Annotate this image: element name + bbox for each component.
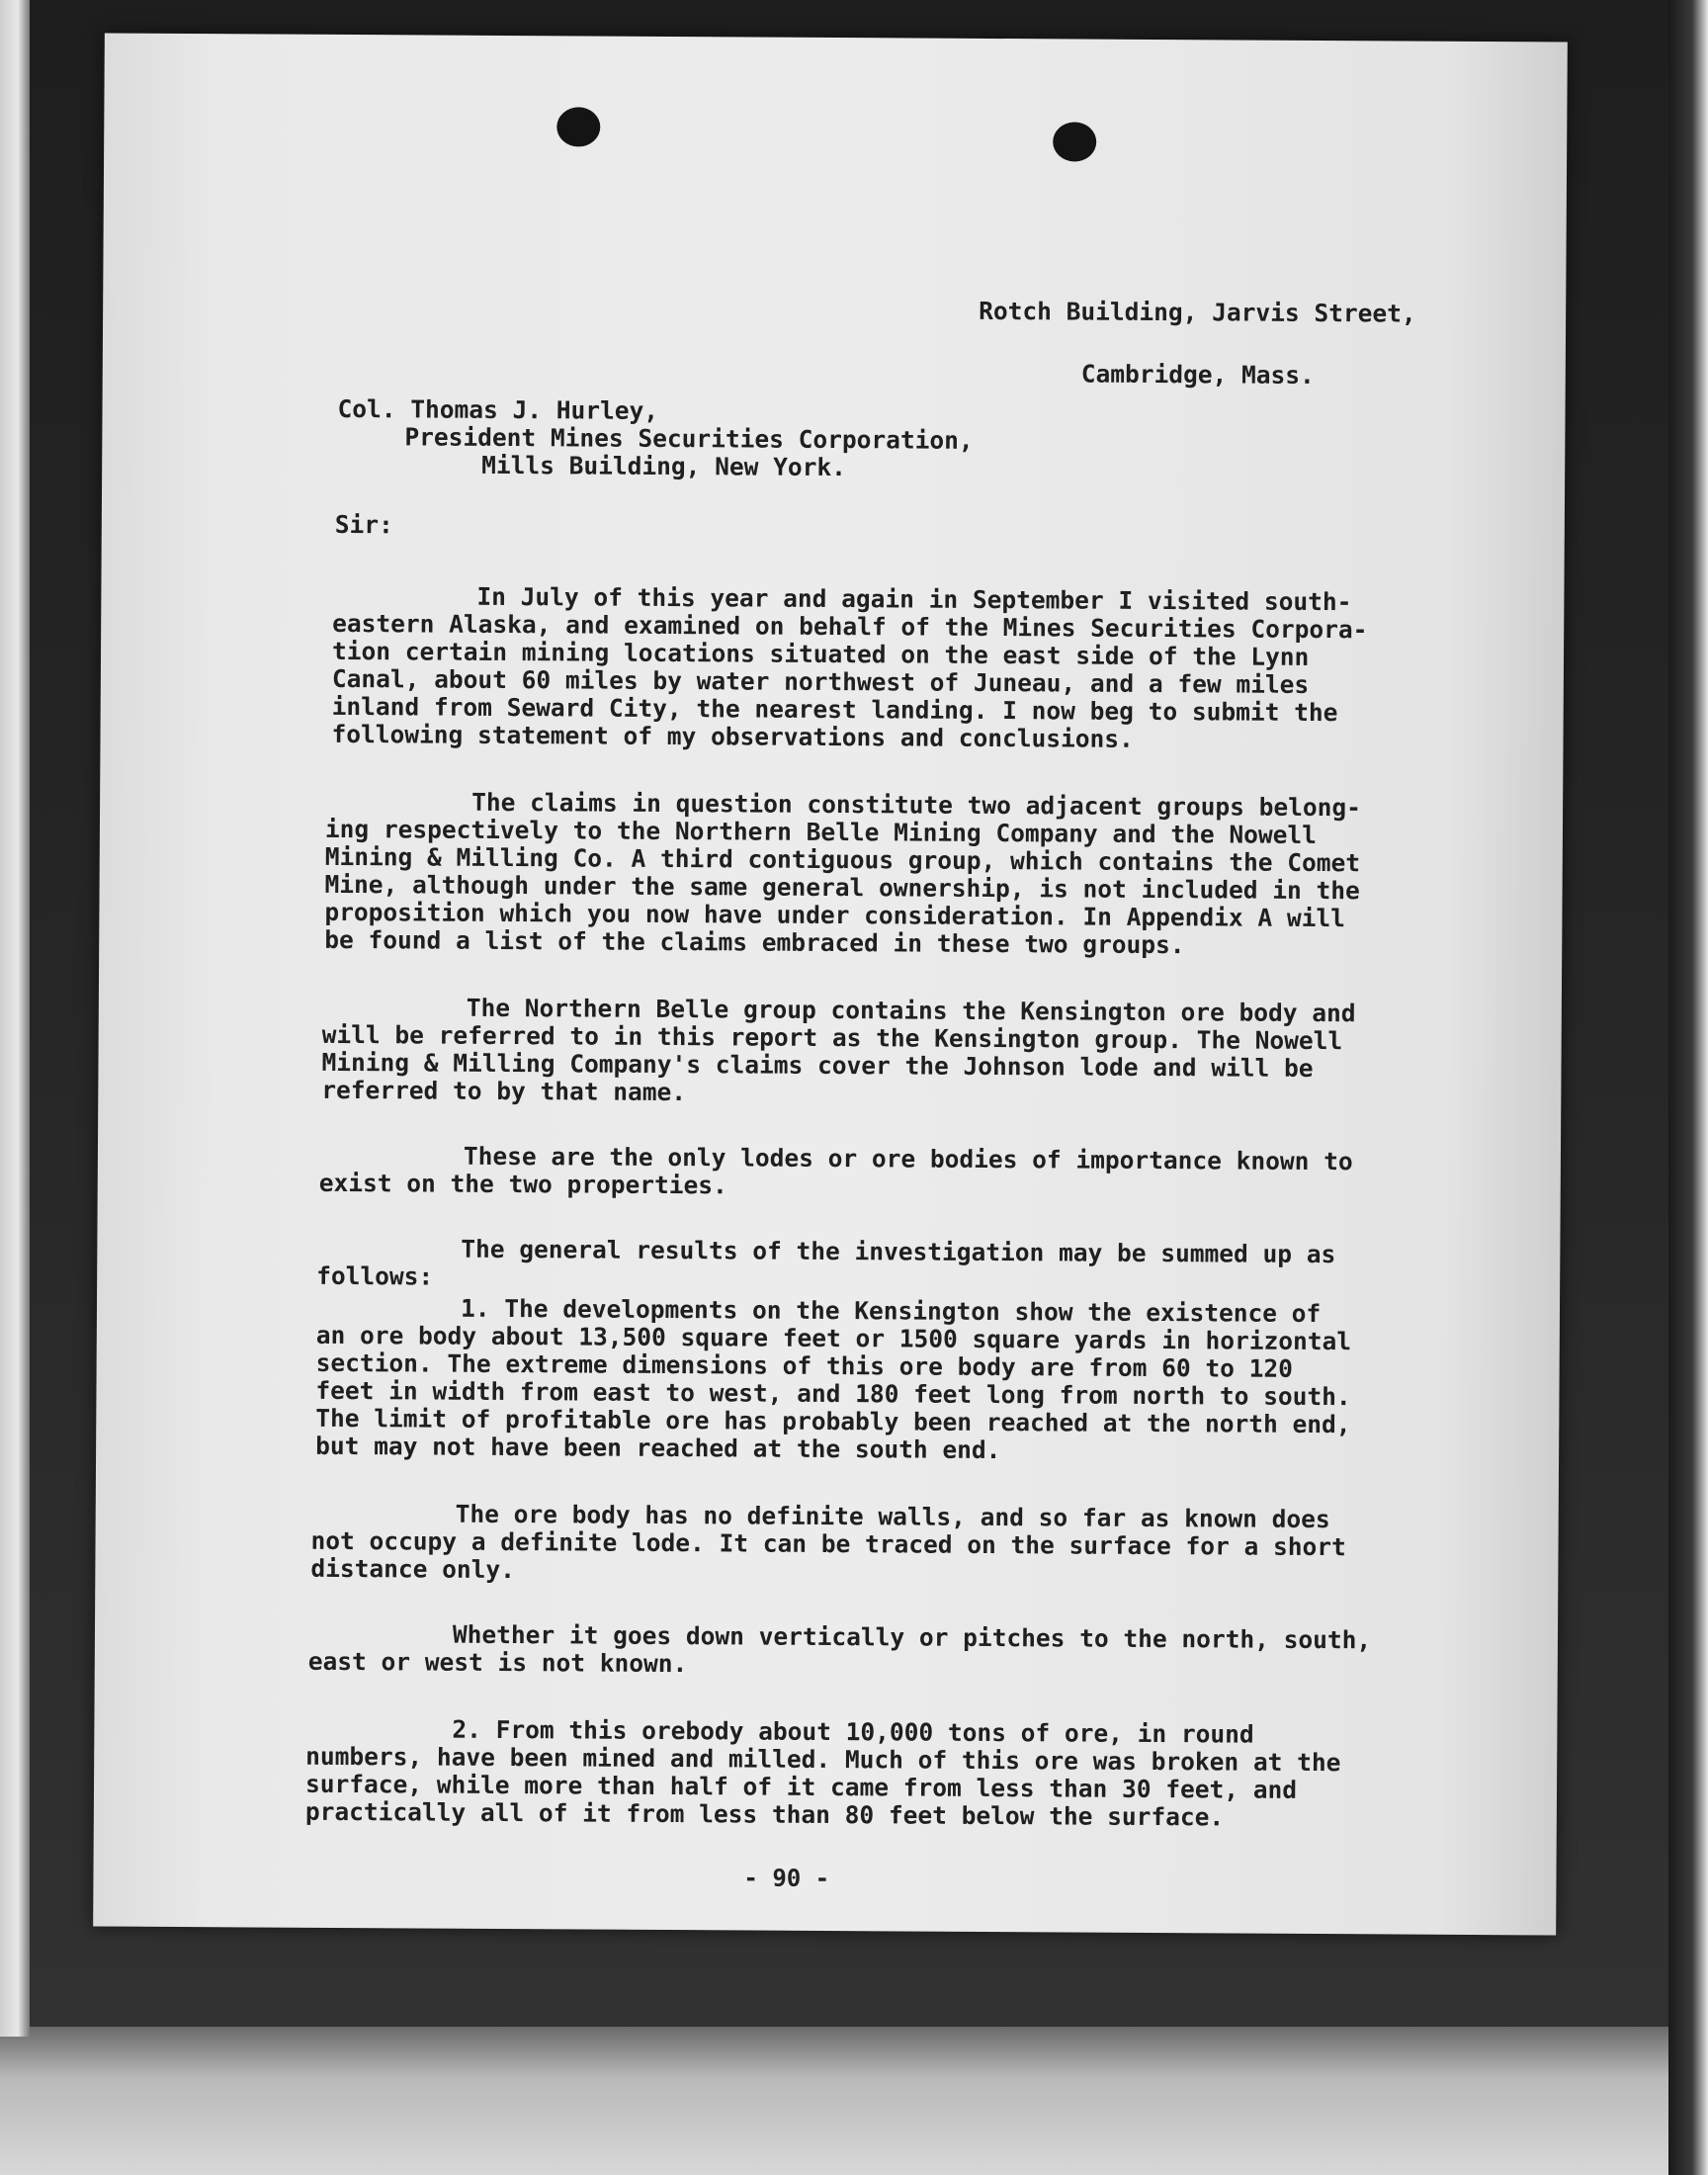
paragraph-5-line: The general results of the investigation may be summed up as <box>461 1234 1336 1269</box>
finding-1-line: The limit of profitable ore has probably been reached at the north end, <box>315 1403 1351 1439</box>
paragraph-2-line: Mine, although under the same general ownership, is not included in the <box>324 869 1360 906</box>
paragraph-2-line: ing respectively to the Northern Belle Mining Company and the Nowell <box>324 814 1318 850</box>
paragraph-3-line: Mining & Milling Company's claims cover the Johnson lode and will be <box>321 1047 1314 1083</box>
finding-2-line: 2. From this orebody about 10,000 tons of ore, in round <box>452 1714 1254 1749</box>
paragraph-2-line: be found a list of the claims embraced in these two groups. <box>324 924 1185 960</box>
paragraph-1-line: tion certain mining locations situated on the east side of the Lynn <box>331 636 1310 671</box>
paragraph-4-line: exist on the two properties. <box>318 1168 727 1200</box>
paragraph-1-line: In July of this year and again in September I visited south- <box>476 581 1352 617</box>
recipient-address: Mills Building, New York. <box>481 450 847 482</box>
paragraph-2-line: The claims in question constitute two adjacent groups belong- <box>471 787 1361 823</box>
scan-right-edge <box>1668 0 1708 2175</box>
finding-2-line: numbers, have been mined and milled. Much of this ore was broken at the <box>305 1741 1341 1778</box>
finding-2-line: surface, while more than half of it came from less than 30 feet, and <box>304 1769 1298 1804</box>
paragraph-8-line: east or west is not known. <box>307 1646 688 1679</box>
paragraph-2-line: proposition which you now have under consideration. In Appendix A will <box>324 897 1346 933</box>
letter-page <box>93 33 1568 1935</box>
finding-1-line: 1. The developments on the Kensington show the existence of <box>460 1293 1322 1329</box>
salutation: Sir: <box>334 509 393 540</box>
paragraph-3-line: referred to by that name. <box>321 1075 687 1107</box>
recipient-title: President Mines Securities Corporation, <box>404 422 974 455</box>
paragraph-8-line: Whether it goes down vertically or pitches to the north, south, <box>452 1619 1372 1655</box>
paragraph-7-line: distance only. <box>310 1553 515 1585</box>
paragraph-7-line: The ore body has no definite walls, and so far as known does <box>455 1499 1330 1534</box>
sender-address-street: Rotch Building, Jarvis Street, <box>979 296 1416 328</box>
paragraph-2-line: Mining & Milling Co. A third contiguous group, which contains the Comet <box>324 841 1361 878</box>
scan-left-edge <box>0 0 30 2037</box>
finding-2-line: practically all of it from less than 80 feet below the surface. <box>304 1796 1225 1832</box>
finding-1-line: but may not have been reached at the south end. <box>315 1431 1001 1465</box>
paragraph-1-line: Canal, about 60 miles by water northwest of Juneau, and a few miles <box>331 663 1310 699</box>
finding-1-line: an ore body about 13,500 square feet or 1500 square yards in horizontal <box>315 1320 1352 1356</box>
page-number: - 90 - <box>743 1864 830 1893</box>
punch-hole-left <box>556 107 600 146</box>
paragraph-5-line: follows: <box>316 1261 434 1291</box>
paragraph-3-line: will be referred to in this report as the Kensington group. The Nowell <box>321 1019 1343 1056</box>
paragraph-1-line: following statement of my observations and conclusions. <box>331 719 1134 753</box>
finding-1-line: feet in width from east to west, and 180 feet long from north to south. <box>315 1375 1351 1412</box>
sender-address-city: Cambridge, Mass. <box>1080 359 1315 390</box>
paragraph-3-line: The Northern Belle group contains the Kensington ore body and <box>466 993 1356 1028</box>
finding-1-line: section. The extreme dimensions of this ore body are from 60 to 120 <box>315 1348 1294 1383</box>
paragraph-7-line: not occupy a definite lode. It can be traced on the surface for a short <box>310 1525 1346 1562</box>
paragraph-1-line: inland from Seward City, the nearest landing. I now beg to submit the <box>331 691 1338 728</box>
paragraph-1-line: eastern Alaska, and examined on behalf of the Mines Securities Corpora- <box>332 608 1368 645</box>
paragraph-4-line: These are the only lodes or ore bodies of importance known to <box>463 1141 1353 1176</box>
punch-hole-right <box>1053 122 1096 161</box>
recipient-name: Col. Thomas J. Hurley, <box>337 393 659 425</box>
